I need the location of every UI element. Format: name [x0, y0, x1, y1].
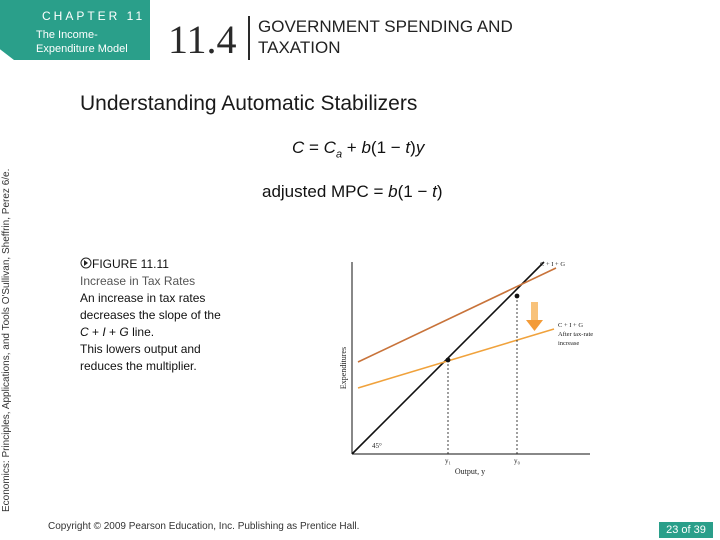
copyright: Copyright © 2009 Pearson Education, Inc. Publishing as Prentice Hall.: [48, 521, 360, 532]
figure-title: Increase in Tax Rates: [80, 274, 196, 288]
tick-y1: y₁: [445, 457, 451, 465]
eq-paren-open: (1 −: [370, 138, 406, 157]
adjusted-mpc-equation: [262, 182, 443, 202]
eq-ca-sub: a: [335, 148, 343, 161]
shift-arrow-shaft: [531, 302, 538, 320]
figure-bullet-icon: [80, 257, 92, 269]
mpc-t: t: [432, 182, 437, 201]
tick-y0: y₀: [514, 457, 520, 465]
desc1-c: C: [80, 325, 89, 339]
figure-description-1: [80, 290, 230, 341]
page-indicator: 23 of 39: [659, 522, 713, 538]
label-before-line: C + I + G: [540, 261, 566, 268]
eq-ca: C: [323, 138, 336, 157]
eq-t: t: [405, 138, 411, 157]
eq-plus: +: [342, 138, 362, 157]
angle-label: 45°: [372, 442, 382, 450]
eq-b: b: [361, 138, 371, 157]
eq-y: y: [415, 138, 425, 157]
desc1-p2: +: [105, 325, 120, 339]
section-title: GOVERNMENT SPENDING AND TAXATION: [258, 17, 513, 57]
line-after-tax-increase: [358, 329, 554, 388]
section-divider: [248, 16, 250, 60]
shift-arrow-head: [526, 320, 543, 331]
desc1-i: I: [102, 325, 106, 339]
desc1-p1: +: [88, 325, 103, 339]
section-number: 11.4: [168, 17, 237, 62]
figure-label-row: [80, 256, 230, 273]
figure-description-2: This lowers output and reduces the multiplier.: [80, 342, 201, 373]
mpc-b: b: [388, 182, 398, 201]
eq-lhs: C: [292, 138, 305, 157]
chapter-title: The Income-Expenditure Model: [36, 29, 128, 55]
desc1-g: G: [119, 325, 129, 339]
label-after-line-3: increase: [558, 340, 580, 347]
desc1-pre: An increase in tax rates decreases the slope of the: [80, 291, 221, 322]
eq-paren-close: ): [410, 138, 416, 157]
figure-caption: [80, 256, 230, 375]
chapter-label: CHAPTER 11: [42, 9, 146, 23]
mpc-prefix: adjusted MPC =: [262, 182, 389, 201]
consumption-equation: [292, 138, 424, 160]
side-caption: Economics: Principles, Applications, and Tools O'Sullivan, Sheffrin, Perez 6/e.: [1, 168, 12, 512]
label-after-line-2: After tax-rate: [558, 331, 594, 338]
x-axis-label: Output, y: [454, 467, 486, 476]
mpc-paren-open: (1 −: [397, 182, 433, 201]
mpc-paren-close: ): [436, 182, 443, 201]
figure-chart: [328, 250, 608, 480]
label-after-line-1: C + I + G: [558, 322, 584, 329]
equilibrium-point-after: [446, 358, 451, 363]
slide-heading: Understanding Automatic Stabilizers: [80, 92, 418, 115]
y-axis-label: Expenditures: [339, 346, 348, 390]
figure-label: FIGURE 11.11: [92, 257, 169, 271]
desc1-post: line.: [128, 325, 155, 339]
eq-equals: =: [304, 138, 324, 157]
equilibrium-point-before: [515, 294, 520, 299]
